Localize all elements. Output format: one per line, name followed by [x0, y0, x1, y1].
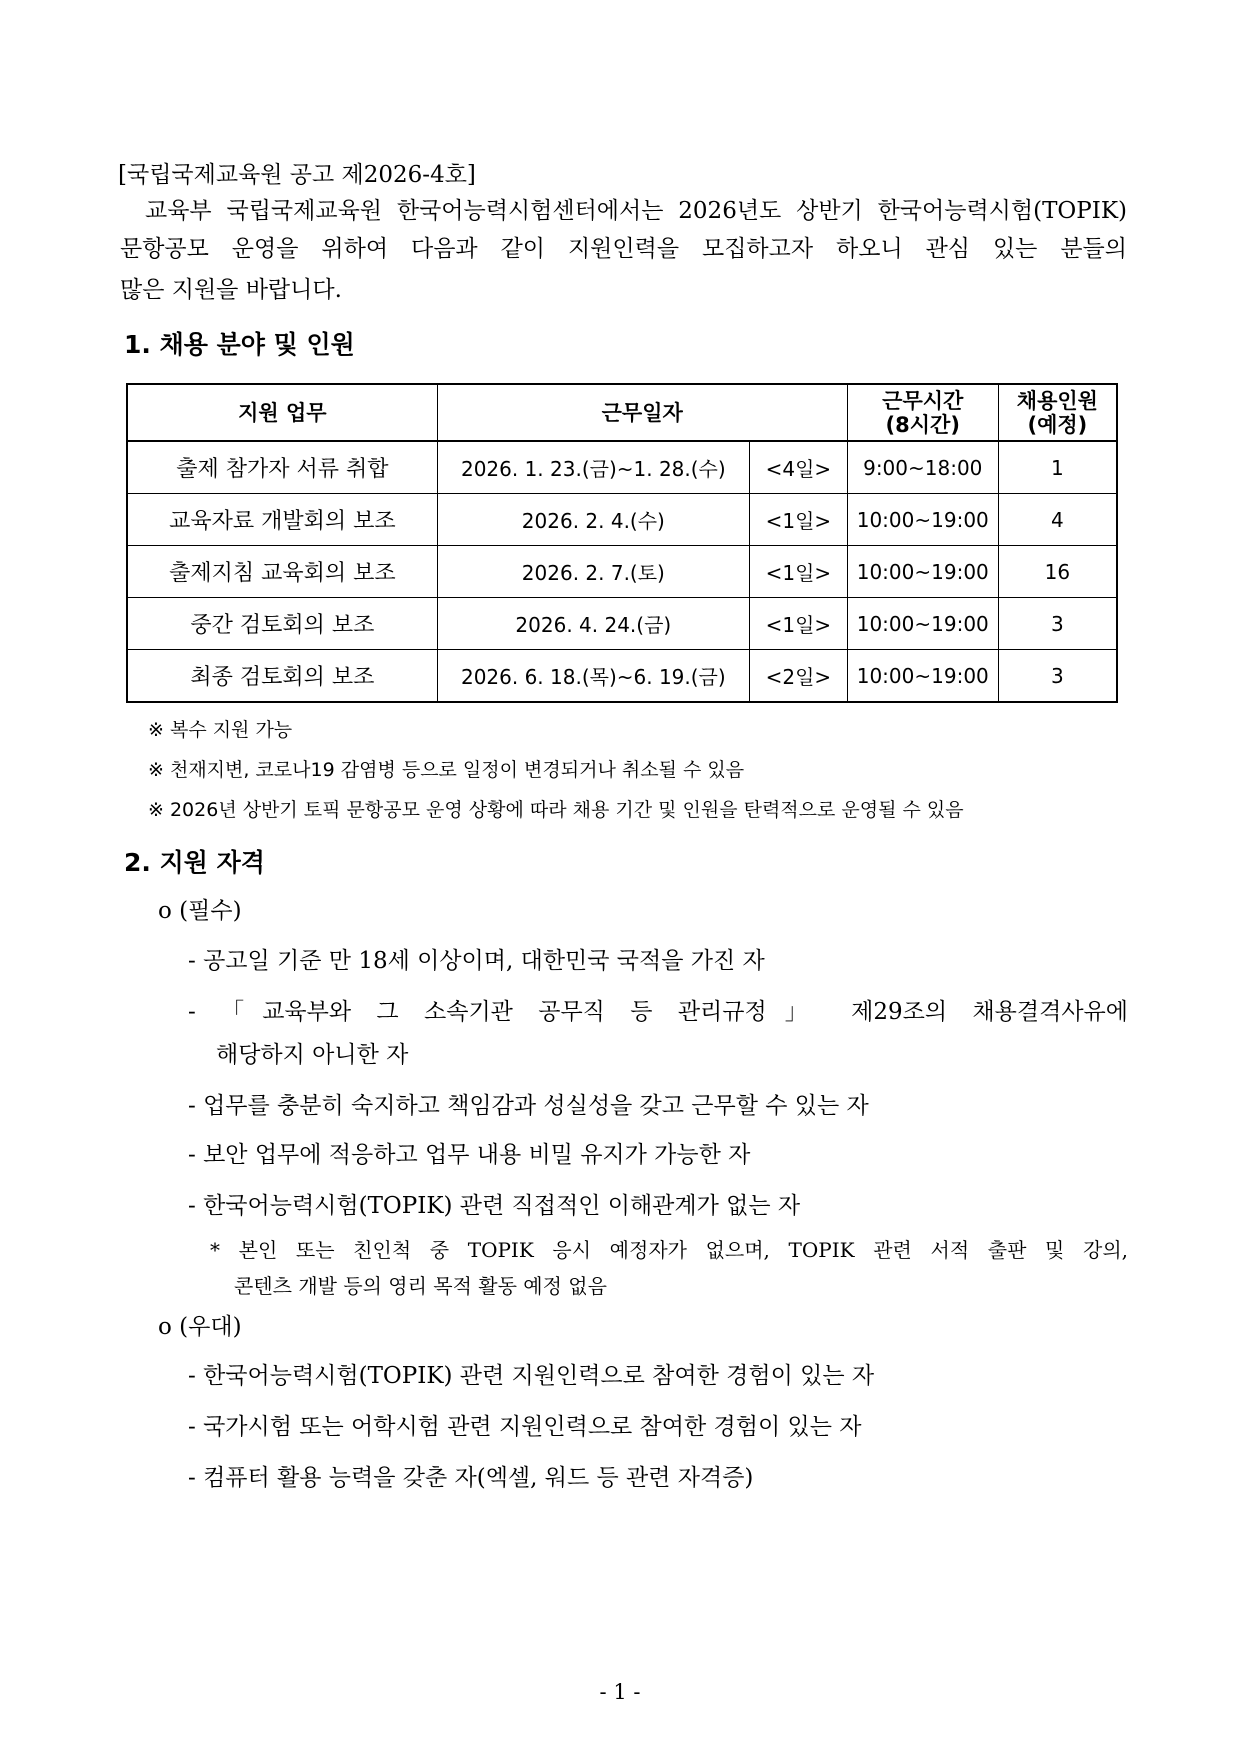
- intro-line-2: 문항공모 운영을 위하여 다음과 같이 지원인력을 모집하고자 하오니 관심 있는 분들의: [120, 236, 1127, 262]
- cell-days: <1일>: [749, 494, 847, 546]
- preferred-item: - 국가시험 또는 어학시험 관련 지원인력으로 참여한 경험이 있는 자: [188, 1414, 862, 1440]
- cell-date: 2026. 4. 24.(금): [437, 598, 749, 650]
- cell-hours: 9:00~18:00: [847, 441, 998, 494]
- required-item-cont: 해당하지 아니한 자: [216, 1042, 409, 1068]
- cell-count: 3: [998, 650, 1117, 703]
- required-item: - 공고일 기준 만 18세 이상이며, 대한민국 국적을 가진 자: [188, 948, 765, 974]
- table-row: [127, 494, 1117, 546]
- cell-days: <1일>: [749, 598, 847, 650]
- header-date: 근무일자: [437, 384, 847, 441]
- cell-task: 최종 검토회의 보조: [127, 650, 437, 703]
- cell-days: <2일>: [749, 650, 847, 703]
- required-item: - 보안 업무에 적응하고 업무 내용 비밀 유지가 가능한 자: [188, 1142, 751, 1168]
- cell-task: 출제지침 교육회의 보조: [127, 546, 437, 598]
- cell-count: 3: [998, 598, 1117, 650]
- note-2: ※ 천재지변, 코로나19 감염병 등으로 일정이 변경되거나 취소될 수 있음: [148, 759, 745, 781]
- cell-count: 16: [998, 546, 1117, 598]
- cell-hours: 10:00~19:00: [847, 650, 998, 703]
- cell-days: <1일>: [749, 546, 847, 598]
- table-header-row: [127, 384, 1117, 441]
- intro-line-1: 교육부 국립국제교육원 한국어능력시험센터에서는 2026년도 상반기 한국어능력시험(TOPIK): [145, 198, 1127, 224]
- preferred-item: - 컴퓨터 활용 능력을 갖춘 자(엑셀, 워드 등 관련 자격증): [188, 1465, 754, 1491]
- required-item: - 한국어능력시험(TOPIK) 관련 직접적인 이해관계가 없는 자: [188, 1193, 801, 1219]
- cell-date: 2026. 2. 4.(수): [437, 494, 749, 546]
- footnote: * 본인 또는 친인척 중 TOPIK 응시 예정자가 없으며, TOPIK 관련 서적 출판 및 강의,: [210, 1238, 1128, 1262]
- note-1: ※ 복수 지원 가능: [148, 719, 293, 741]
- cell-hours: 10:00~19:00: [847, 598, 998, 650]
- preferred-item: - 한국어능력시험(TOPIK) 관련 지원인력으로 참여한 경험이 있는 자: [188, 1363, 875, 1389]
- cell-task: 교육자료 개발회의 보조: [127, 494, 437, 546]
- intro-line-3: 많은 지원을 바랍니다.: [120, 277, 342, 303]
- cell-hours: 10:00~19:00: [847, 546, 998, 598]
- cell-count: 4: [998, 494, 1117, 546]
- page-number: - 1 -: [599, 1680, 641, 1704]
- table-row: [127, 598, 1117, 650]
- required-item: - 업무를 충분히 숙지하고 책임감과 성실성을 갖고 근무할 수 있는 자: [188, 1093, 869, 1119]
- section2-title: 2. 지원 자격: [124, 848, 265, 877]
- recruitment-table: [126, 383, 1118, 703]
- cell-hours: 10:00~19:00: [847, 494, 998, 546]
- header-count: 채용인원 (예정): [998, 384, 1117, 441]
- table-row: [127, 650, 1117, 703]
- table-row: [127, 546, 1117, 598]
- cell-task: 중간 검토회의 보조: [127, 598, 437, 650]
- footnote-cont: 콘텐츠 개발 등의 영리 목적 활동 예정 없음: [234, 1274, 607, 1298]
- required-label: ο (필수): [158, 898, 242, 924]
- header-hours: 근무시간 (8시간): [847, 384, 998, 441]
- cell-date: 2026. 2. 7.(토): [437, 546, 749, 598]
- preferred-label: ο (우대): [158, 1314, 242, 1340]
- table-row: [127, 441, 1117, 494]
- cell-days: <4일>: [749, 441, 847, 494]
- note-3: ※ 2026년 상반기 토픽 문항공모 운영 상황에 따라 채용 기간 및 인원을 탄력적으로 운영될 수 있음: [148, 799, 964, 821]
- required-item: - 「교육부와 그 소속기관 공무직 등 관리규정」 제29조의 채용결격사유에: [188, 999, 1128, 1025]
- notice-number: [국립국제교육원 공고 제2026-4호]: [118, 162, 476, 188]
- cell-count: 1: [998, 441, 1117, 494]
- cell-date: 2026. 1. 23.(금)~1. 28.(수): [437, 441, 749, 494]
- cell-task: 출제 참가자 서류 취합: [127, 441, 437, 494]
- header-task: 지원 업무: [127, 384, 437, 441]
- cell-date: 2026. 6. 18.(목)~6. 19.(금): [437, 650, 749, 703]
- section1-title: 1. 채용 분야 및 인원: [124, 330, 355, 359]
